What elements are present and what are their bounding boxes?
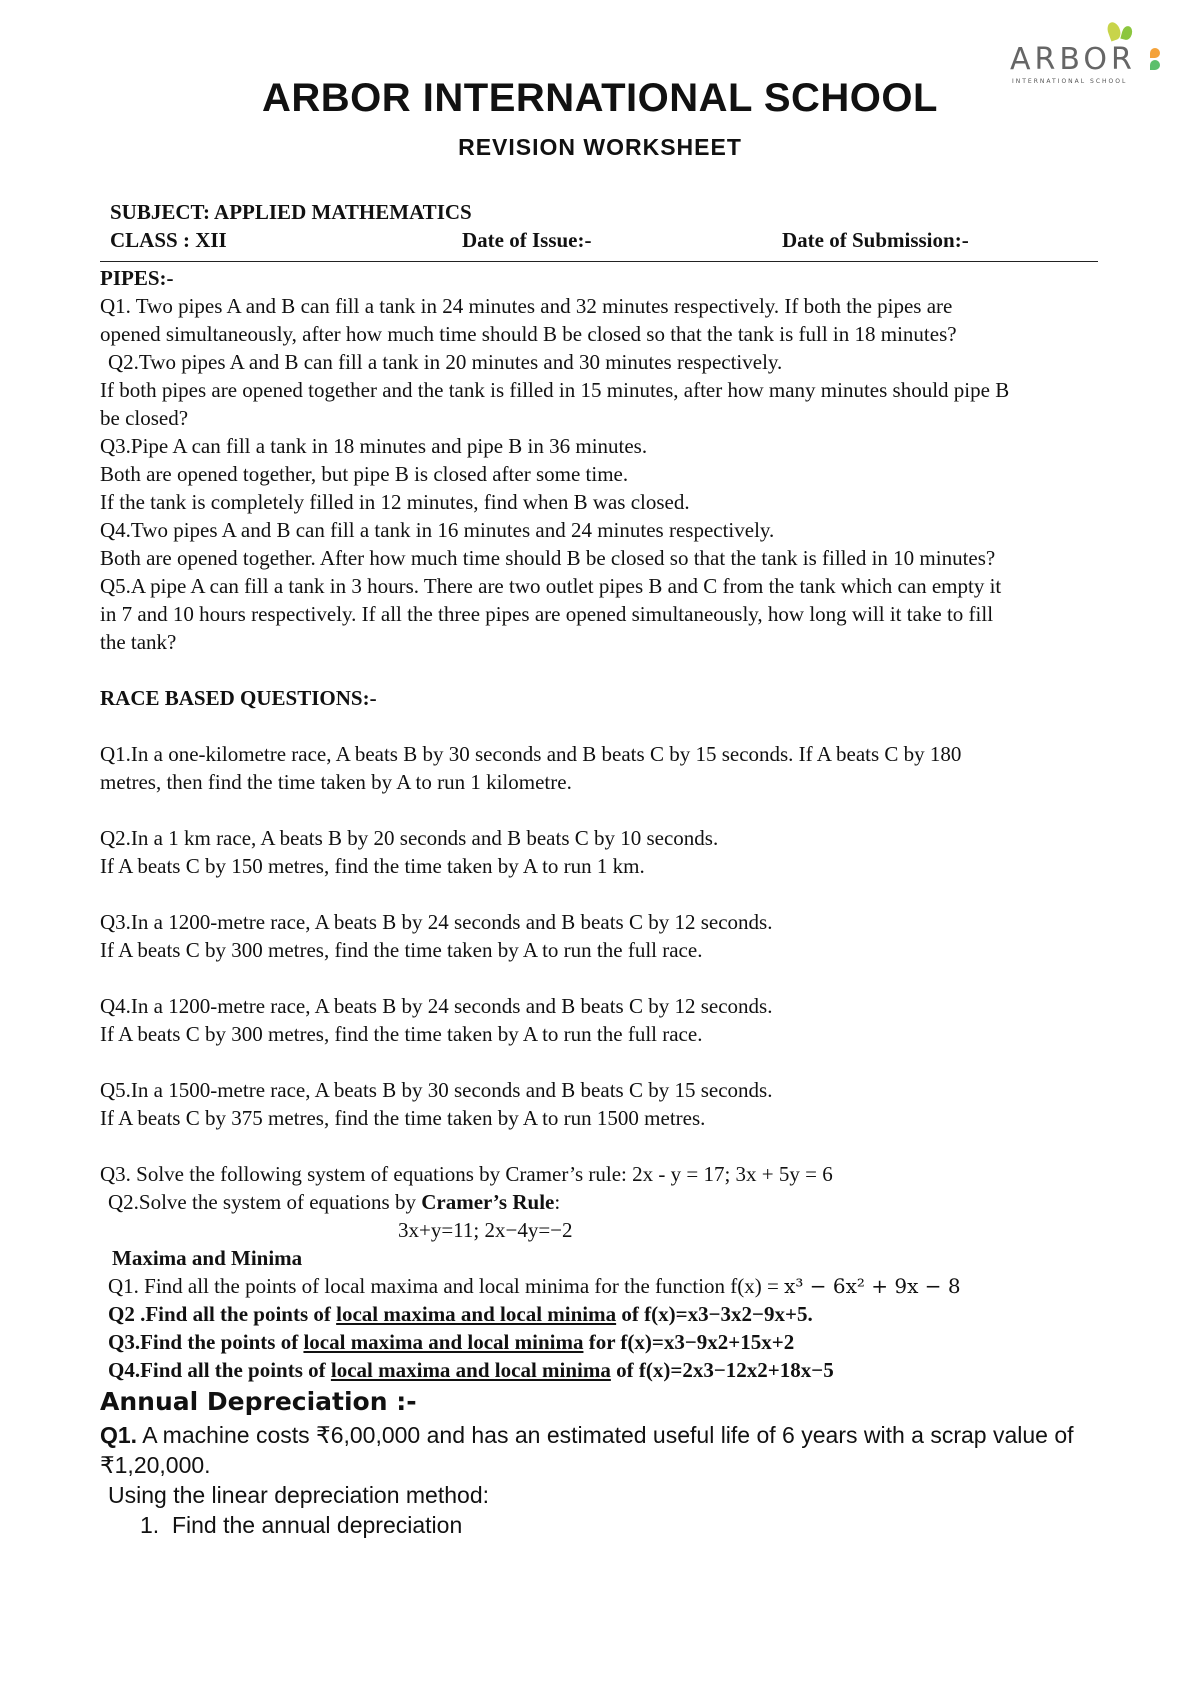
maxima-q4-underlined: local maxima and local minima bbox=[330, 1358, 611, 1382]
date-of-issue-label: Date of Issue:- bbox=[462, 228, 592, 252]
page-subtitle: REVISION WORKSHEET bbox=[458, 134, 742, 160]
worksheet-body bbox=[100, 264, 1175, 1540]
race-q4-line: Q4.In a 1200-metre race, A beats B by 24 seconds and B beats C by 12 seconds. bbox=[100, 994, 773, 1018]
section-heading-pipes: PIPES:- bbox=[100, 266, 174, 290]
leaf-icon bbox=[1150, 48, 1160, 58]
pipes-q3-line: If the tank is completely filled in 12 minutes, find when B was closed. bbox=[100, 490, 690, 514]
section-heading-depreciation: Annual Depreciation :- bbox=[100, 1387, 417, 1416]
maxima-q4-function: of f(x)=2x3−12x2+18x−5 bbox=[610, 1358, 834, 1382]
race-q4-line: If A beats C by 300 metres, find the time taken by A to run the full race. bbox=[100, 1022, 703, 1046]
leaf-icon bbox=[1120, 25, 1133, 41]
race-q5-line: Q5.In a 1500-metre race, A beats B by 30 seconds and B beats C by 15 seconds. bbox=[100, 1078, 773, 1102]
logo-subtext: INTERNATIONAL SCHOOL bbox=[1012, 78, 1128, 85]
list-item-number: 1. bbox=[140, 1512, 160, 1538]
depreciation-method: Using the linear depreciation method: bbox=[108, 1482, 490, 1508]
maxima-q1-function: x³ − 6x² + 9x − 8 bbox=[784, 1274, 961, 1298]
pipes-q1-line: opened simultaneously, after how much time should B be closed so that the tank is full in 18 minutes? bbox=[100, 322, 957, 346]
maxima-q3-underlined: local maxima and local minima bbox=[303, 1330, 584, 1354]
section-heading-race: RACE BASED QUESTIONS:- bbox=[100, 686, 377, 710]
pipes-q4-line: Q4.Two pipes A and B can fill a tank in 16 minutes and 24 minutes respectively. bbox=[100, 518, 775, 542]
depreciation-q1-line: ₹1,20,000. bbox=[100, 1452, 211, 1478]
maxima-q2-function: of f(x)=x3−3x2−9x+5. bbox=[616, 1302, 813, 1326]
maxima-q3-function: for f(x)=x3−9x2+15x+2 bbox=[583, 1330, 795, 1354]
pipes-q5-line: Q5.A pipe A can fill a tank in 3 hours. There are two outlet pipes B and C from the tank which can empty it bbox=[100, 574, 1002, 598]
pipes-q5-line: in 7 and 10 hours respectively. If all the three pipes are opened simultaneously, how long will it take to fill bbox=[100, 602, 994, 626]
maxima-q4-text: Q4.Find all the points of bbox=[108, 1358, 331, 1382]
maxima-q1-text: Q1. Find all the points of local maxima and local minima for the function f(x) = bbox=[108, 1274, 785, 1298]
pipes-q3-line: Q3.Pipe A can fill a tank in 18 minutes and pipe B in 36 minutes. bbox=[100, 434, 648, 458]
maxima-q2-text: Q2 .Find all the points of bbox=[108, 1302, 337, 1326]
maxima-q4 bbox=[100, 1356, 1175, 1384]
maxima-q3-text: Q3.Find the points of bbox=[108, 1330, 304, 1354]
date-of-submission-label: Date of Submission:- bbox=[782, 228, 969, 252]
pipes-q3-line: Both are opened together, but pipe B is closed after some time. bbox=[100, 462, 629, 486]
race-q5-line: If A beats C by 375 metres, find the time taken by A to run 1500 metres. bbox=[100, 1106, 706, 1130]
list-item-text: Find the annual depreciation bbox=[171, 1512, 463, 1538]
maxima-q2-underlined: local maxima and local minima bbox=[336, 1302, 617, 1326]
cramer-q2-text: Q2.Solve the system of equations by bbox=[108, 1190, 422, 1214]
race-q1-line: metres, then find the time taken by A to run 1 kilometre. bbox=[100, 770, 572, 794]
maxima-q1 bbox=[100, 1272, 1175, 1300]
subject-label: SUBJECT: APPLIED MATHEMATICS bbox=[110, 200, 472, 224]
depreciation-q1-line bbox=[100, 1420, 1175, 1450]
cramer-q3: Q3. Solve the following system of equations by Cramer’s rule: 2x - y = 17; 3x + 5y = 6 bbox=[100, 1162, 833, 1186]
page-title: ARBOR INTERNATIONAL SCHOOL bbox=[262, 76, 938, 120]
pipes-q5-line: the tank? bbox=[100, 630, 177, 654]
race-q1-line: Q1.In a one-kilometre race, A beats B by 30 seconds and B beats C by 15 seconds. If A beats C by 180 bbox=[100, 742, 962, 766]
class-label: CLASS : XII bbox=[110, 228, 227, 252]
cramer-q2-colon: : bbox=[554, 1190, 561, 1214]
pipes-q1-line: Q1. Two pipes A and B can fill a tank in 24 minutes and 32 minutes respectively. If both the pipes are bbox=[100, 294, 953, 318]
race-q3-line: Q3.In a 1200-metre race, A beats B by 24 seconds and B beats C by 12 seconds. bbox=[100, 910, 773, 934]
depreciation-list-item bbox=[100, 1510, 1175, 1540]
cramer-equations: 3x+y=11; 2x−4y=−2 bbox=[398, 1218, 573, 1242]
pipes-q2-line: be closed? bbox=[100, 406, 189, 430]
section-heading-maxima: Maxima and Minima bbox=[112, 1246, 303, 1270]
depreciation-q1-text: A machine costs ₹6,00,000 and has an estimated useful life of 6 years with a scrap value of bbox=[137, 1422, 1074, 1448]
maxima-q2 bbox=[100, 1300, 1175, 1328]
header-divider bbox=[100, 261, 1098, 262]
depreciation-q1-label: Q1. bbox=[100, 1422, 138, 1448]
cramer-rule-label: Cramer’s Rule bbox=[421, 1190, 555, 1214]
pipes-q2-line: Q2.Two pipes A and B can fill a tank in 20 minutes and 30 minutes respectively. bbox=[108, 350, 783, 374]
maxima-q3 bbox=[100, 1328, 1175, 1356]
cramer-q2 bbox=[100, 1188, 1175, 1216]
pipes-q4-line: Both are opened together. After how much time should B be closed so that the tank is filled in 10 minutes? bbox=[100, 546, 996, 570]
race-q2-line: Q2.In a 1 km race, A beats B by 20 seconds and B beats C by 10 seconds. bbox=[100, 826, 719, 850]
race-q2-line: If A beats C by 150 metres, find the time taken by A to run 1 km. bbox=[100, 854, 645, 878]
race-q3-line: If A beats C by 300 metres, find the time taken by A to run the full race. bbox=[100, 938, 703, 962]
leaf-icon bbox=[1150, 60, 1160, 70]
pipes-q2-line: If both pipes are opened together and the tank is filled in 15 minutes, after how many minutes should pipe B bbox=[100, 378, 1010, 402]
logo-wordmark: ARBOR bbox=[1010, 42, 1136, 77]
